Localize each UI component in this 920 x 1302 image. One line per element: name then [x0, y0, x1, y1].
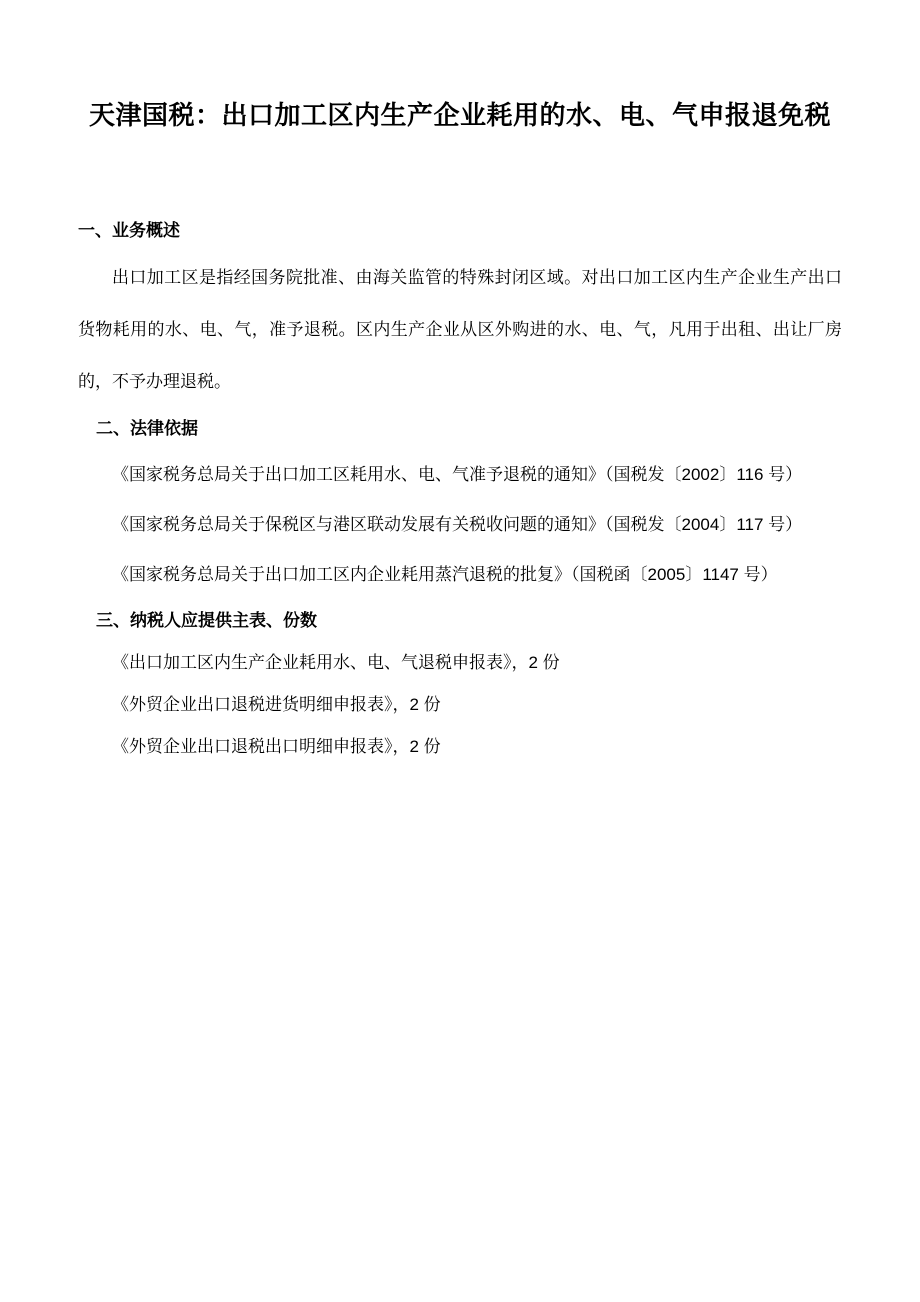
required-form-item: 《外贸企业出口退税进货明细申报表》，2 份 [112, 695, 441, 714]
legal-basis-item: 《国家税务总局关于出口加工区内企业耗用蒸汽退税的批复》（国税函〔2005〕1147 号） [112, 565, 778, 584]
section-paragraph-overview: 出口加工区是指经国务院批准、由海关监管的特殊封闭区域。对出口加工区内生产企业生产出口货物耗用的水、电、气，准予退税。区内生产企业从区外购进的水、电、气，凡用于出租、出让厂房的，不予办理退税。 [78, 268, 842, 391]
section-heading-legal-basis: 二、法律依据 [96, 419, 198, 438]
required-form-item: 《外贸企业出口退税出口明细申报表》，2 份 [112, 737, 441, 756]
legal-basis-item: 《国家税务总局关于保税区与港区联动发展有关税收问题的通知》（国税发〔2004〕117 号） [112, 515, 803, 534]
title-spacer [78, 138, 842, 210]
section-heading-required-forms: 三、纳税人应提供主表、份数 [96, 611, 317, 630]
legal-basis-item: 《国家税务总局关于出口加工区耗用水、电、气准予退税的通知》（国税发〔2002〕116 号） [112, 465, 803, 484]
page-title: 天津国税：出口加工区内生产企业耗用的水、电、气申报退免税 [88, 100, 831, 130]
section-heading-overview: 一、业务概述 [78, 221, 180, 240]
required-form-item: 《出口加工区内生产企业耗用水、电、气退税申报表》，2 份 [112, 653, 560, 672]
